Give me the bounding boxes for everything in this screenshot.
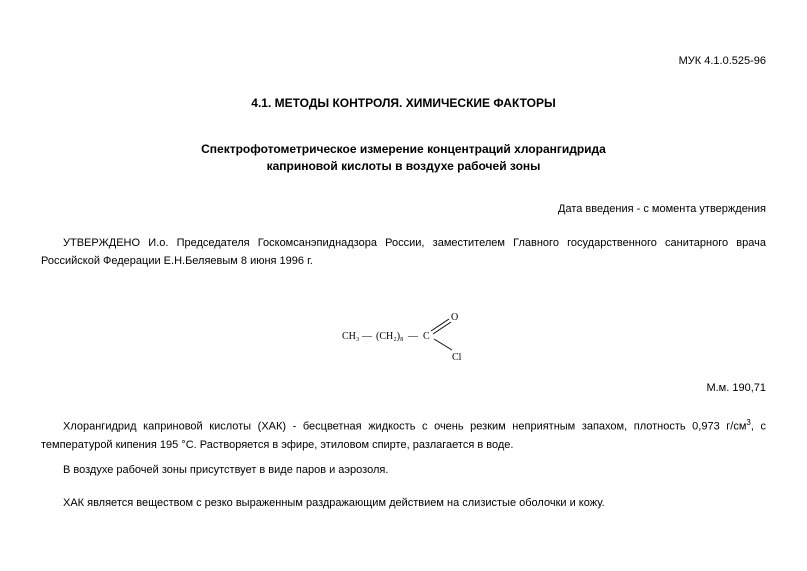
- formula-ch3: CH₃: [342, 331, 360, 342]
- formula-carbon: C: [423, 331, 430, 342]
- air-presence-paragraph: В воздухе рабочей зоны присутствует в виде паров и аэрозоля.: [63, 464, 389, 476]
- molar-mass: М.м. 190,71: [706, 382, 766, 394]
- description-text: Хлорангидрид каприновой кислоты (ХАК) - бесцветная жидкость с очень резким неприятным запахом, плотность 0,973 г/см: [63, 420, 747, 433]
- section-title: 4.1. МЕТОДЫ КОНТРОЛЯ. ХИМИЧЕСКИЕ ФАКТОРЫ: [251, 96, 556, 110]
- formula-dash-1: —: [362, 331, 372, 342]
- density-unit-superscript: 3: [746, 418, 751, 427]
- introduction-date: Дата введения - с момента утверждения: [558, 203, 766, 215]
- effect-paragraph: ХАК является веществом с резко выраженным раздражающим действием на слизистые оболочки и кожу.: [63, 497, 605, 509]
- subject-line-2: каприновой кислоты в воздухе рабочей зоны: [266, 159, 541, 173]
- approval-paragraph: УТВЕРЖДЕНО И.о. Председателя Госкомсанэпиднадзора России, заместителем Главного государственного санитарного врача Российской Федерации Е.Н.Беляевым 8 июня 1996 г.: [41, 237, 766, 267]
- document-code: МУК 4.1.0.525-96: [678, 55, 766, 67]
- formula-oxygen: O: [451, 312, 459, 323]
- single-bond-line: [434, 339, 452, 350]
- document-subject: [0, 141, 807, 175]
- subject-line-1: Спектрофотометрическое измерение концентраций хлорангидрида: [201, 142, 606, 156]
- formula-chlorine: Cl: [452, 352, 462, 363]
- description-text-continued: , с температурой кипения 195 °С. Растворяется в эфире, этиловом спирте, разлагается в воде.: [41, 420, 767, 451]
- formula-dash-2: —: [408, 331, 418, 342]
- formula-ch2-group: (CH₂)₈: [376, 331, 404, 342]
- description-paragraph: [41, 414, 766, 454]
- structural-formula: [338, 306, 478, 370]
